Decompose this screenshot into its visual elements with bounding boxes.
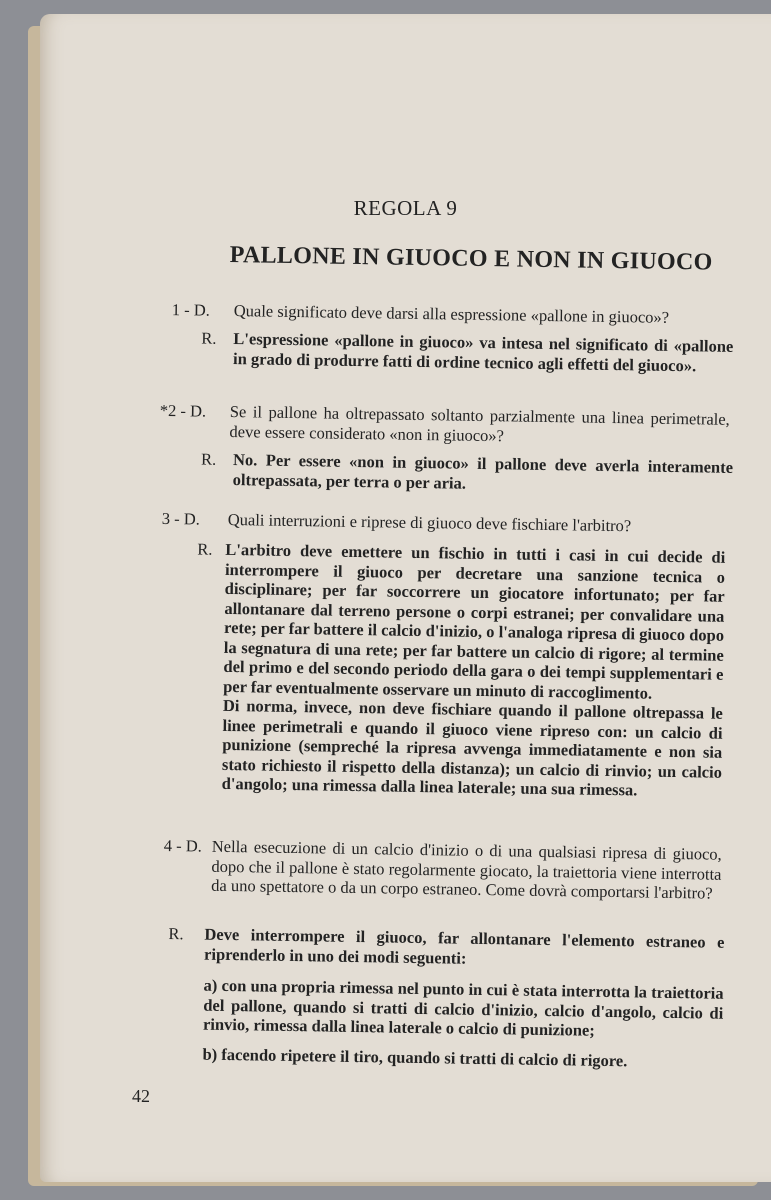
question-text: Quali interruzioni e riprese di giuoco deve fischiare l'arbitro? bbox=[227, 509, 632, 536]
question-text: Se il pallone ha oltrepassato soltanto parzialmente una linea perimetrale, deve essere considerato «non in giuoco»? bbox=[229, 401, 730, 445]
answer-paragraph-1: L'arbitro deve emettere un fischio in tutti i casi in cui decide di interrompere il giuoco per decretare una sanzione tecnica o disciplinare; per far soccorrere un giocatore infortunato; per far allontanare dal terreno persone o corpi estranei; per convalidare una rete; per far battere il calcio d'inizio, o l'analoga ripresa di giuoco dopo la segnatura di una rete; per far battere un calcio di rigore; al termine del primo e del secondo periodo della gara o dei tempi supplementari e per far eventualmente osservare un minuto di raccoglimento. bbox=[223, 539, 726, 703]
page-title: PALLONE IN GIUOCO E NON IN GIUOCO bbox=[229, 242, 713, 276]
answer-text: L'espressione «pallone in giuoco» va intesa nel significato di «pallone in grado di produrre fatti di ordine tecnico agli effetti del giuoco». bbox=[232, 329, 734, 375]
answer-label: R. bbox=[168, 924, 184, 944]
answer-label: R. bbox=[200, 449, 217, 469]
answer-label: R. bbox=[201, 328, 217, 348]
qa-item-2 bbox=[40, 399, 771, 493]
qa-item-1 bbox=[40, 298, 771, 375]
answer-paragraph-2: Di norma, invece, non deve fischiare quando il pallone oltrepassa le linee perimetrali e quando il giuoco viene ripreso con: un calcio di punizione (sempreché la ripresa avvenga immediatamente e non sia stato richiesto il rispetto della distanza); un calcio di rinvio; un calcio d'angolo; una rimessa dalla linea laterale; una sua rimessa. bbox=[221, 695, 723, 800]
question-text: Nella esecuzione di un calcio d'inizio o di una qualsiasi ripresa di giuoco, dopo che il pallone è stato regolarmente giocato, la traiettoria viene interrotta da uno spettatore o da un corpo estraneo. Come dovrà comportarsi l'arbitro? bbox=[211, 836, 722, 903]
answer-label: R. bbox=[197, 539, 213, 559]
answer-text: No. Per essere «non in giuoco» il pallone deve averla interamente oltrepassata, per terra o per aria. bbox=[232, 450, 734, 493]
question-text: Quale significato deve darsi alla espressione «pallone in giuoco»? bbox=[233, 301, 670, 327]
page-content bbox=[40, 14, 771, 1182]
question-number: 4 - D. bbox=[163, 835, 203, 856]
answer-option-b: b) facendo ripetere il tiro, quando si tratti di calcio di rigore. bbox=[202, 1044, 628, 1070]
rule-heading: REGOLA 9 bbox=[353, 196, 458, 220]
question-number: 1 - D. bbox=[171, 300, 211, 320]
answer-text bbox=[222, 540, 726, 801]
qa-item-4 bbox=[40, 834, 771, 1070]
page-number: 42 bbox=[132, 1086, 150, 1106]
question-number: *2 - D. bbox=[159, 400, 207, 421]
book-page bbox=[40, 14, 771, 1182]
qa-item-3 bbox=[40, 507, 771, 800]
answer-option-a: a) con una propria rimessa nel punto in cui è stata interrotta la traiettoria del pallone, quando si tratti di calcio d'inizio, calcio d'angolo, calcio di rinvio, rimessa dalla linea laterale o calcio di punizione; bbox=[202, 975, 724, 1040]
answer-text bbox=[202, 925, 724, 1072]
question-number: 3 - D. bbox=[161, 508, 201, 529]
answer-intro: Deve interrompere il giuoco, far allontanare l'elemento estraneo e riprenderlo in uno dei modi seguenti: bbox=[203, 924, 725, 968]
